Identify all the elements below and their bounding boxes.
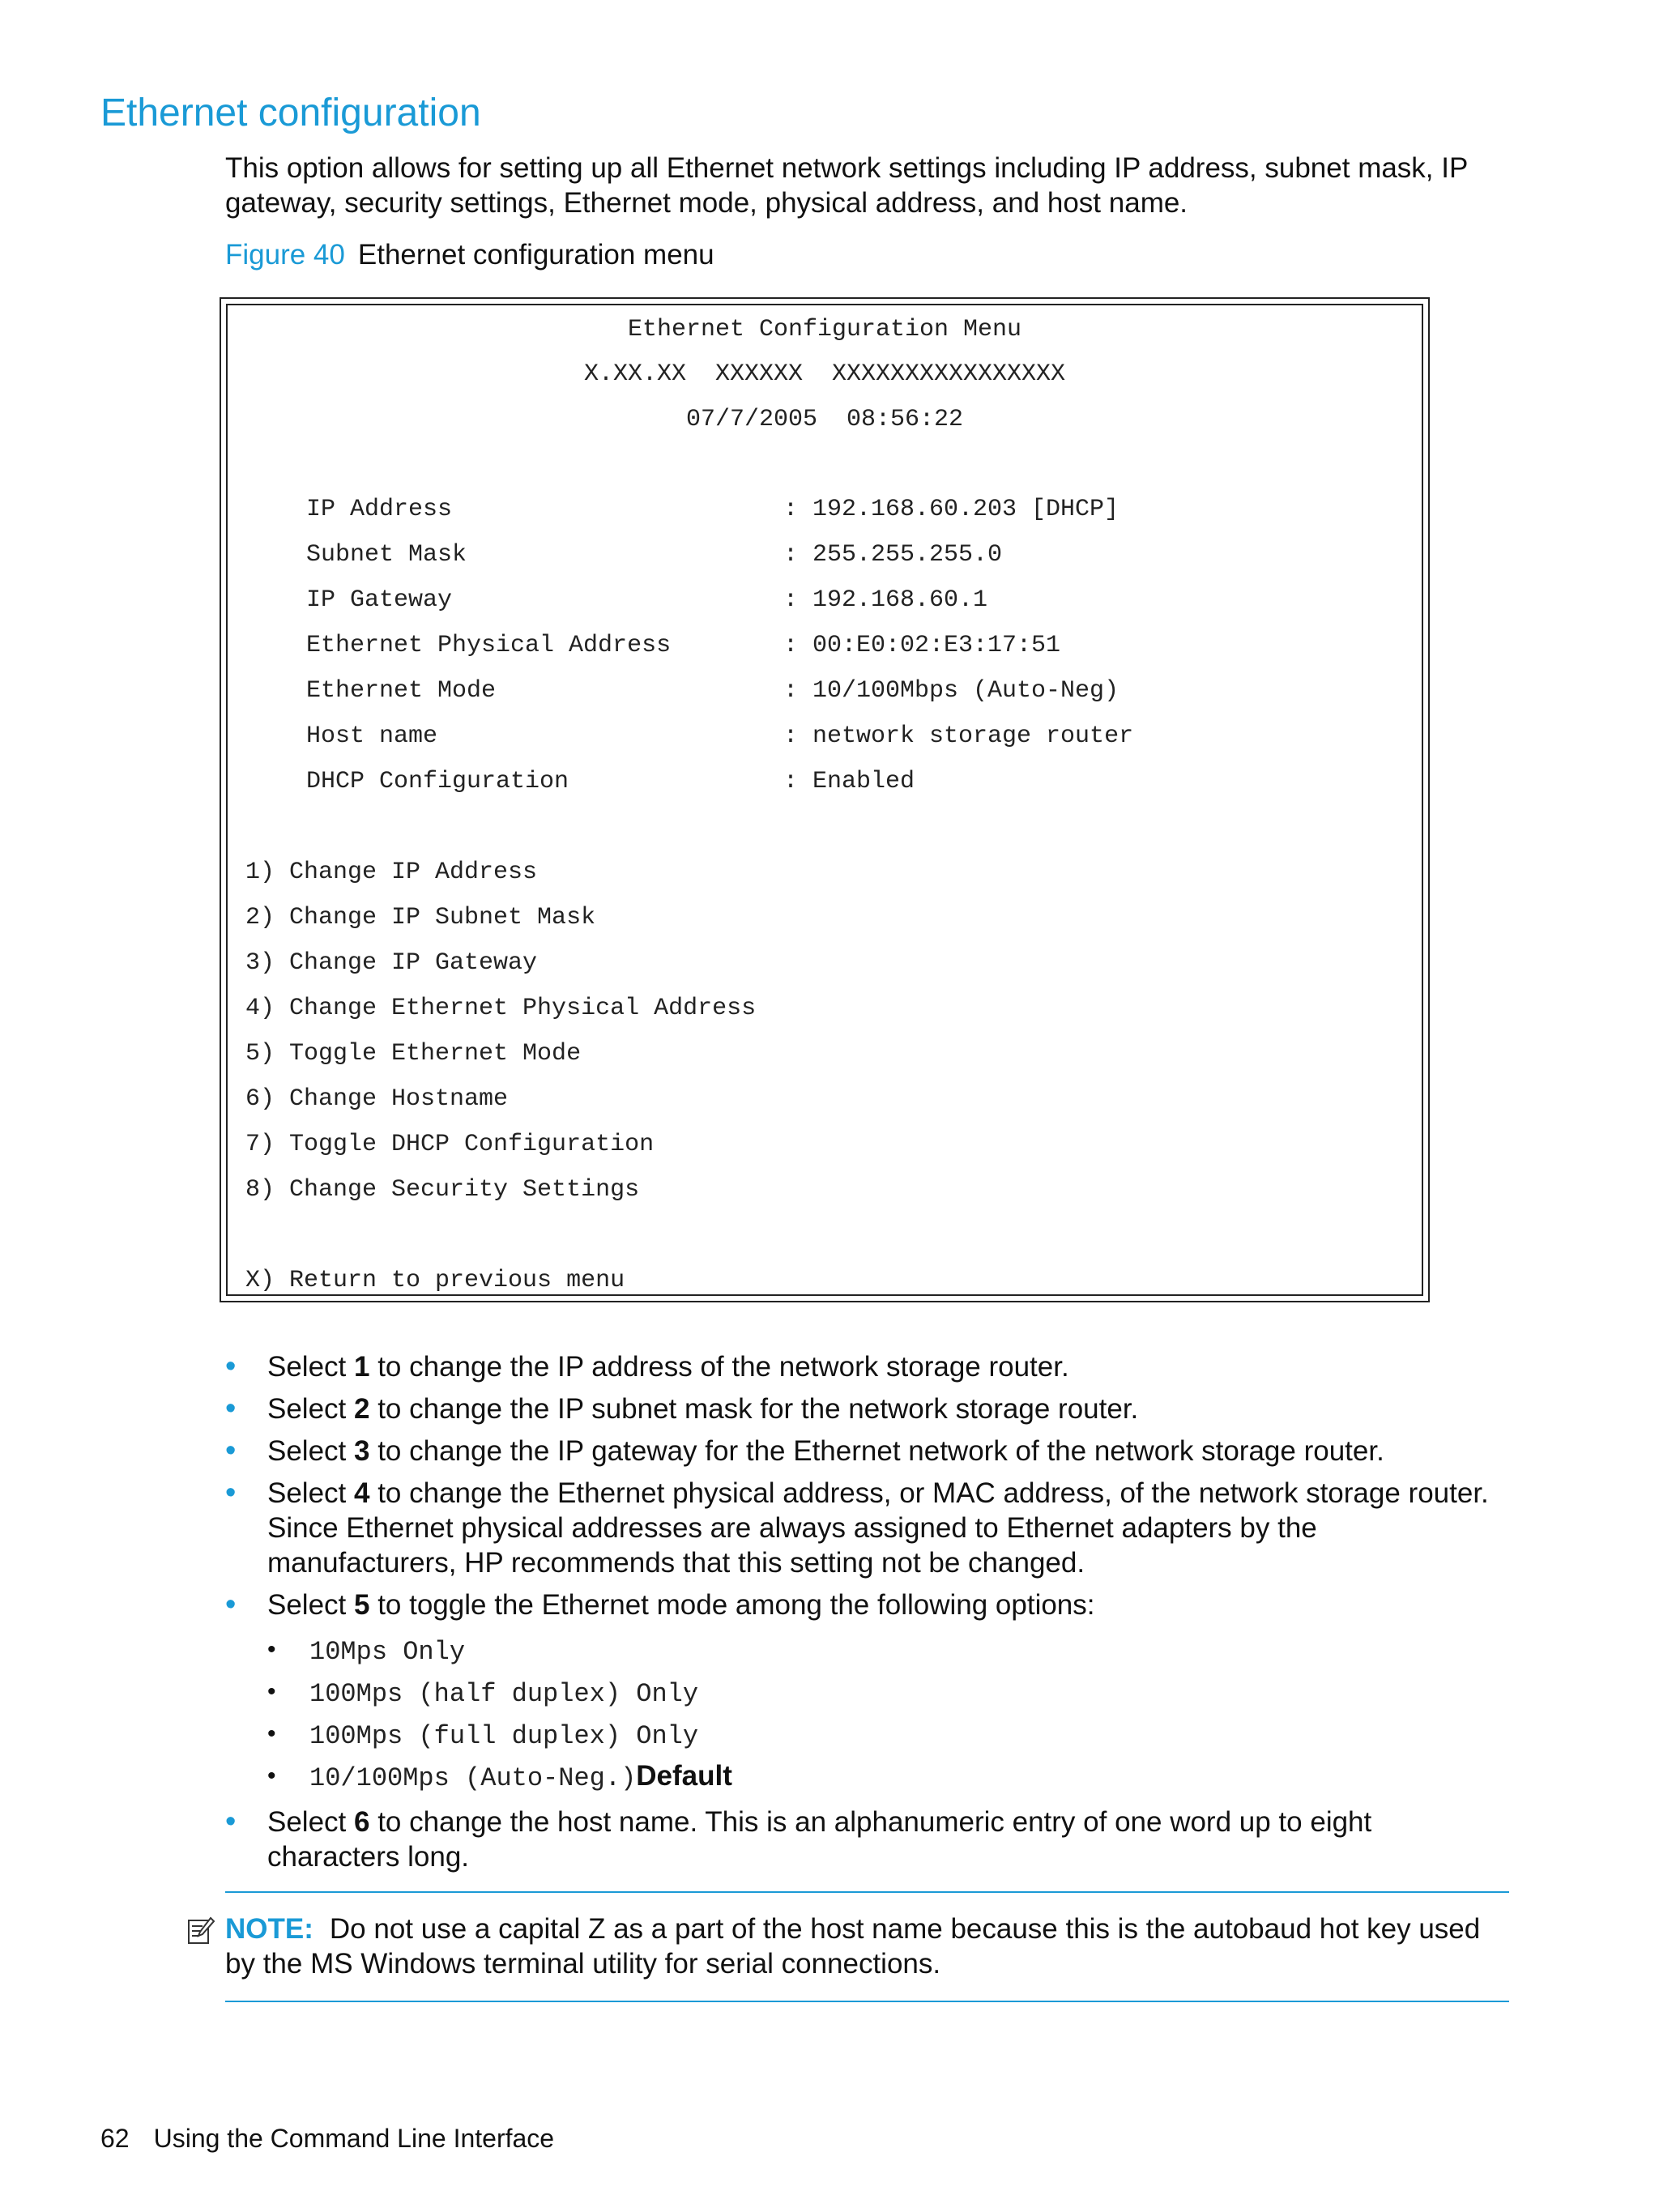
menu-option: 5) Toggle Ethernet Mode [245, 1040, 582, 1068]
field-value: : 00:E0:02:E3:17:51 [783, 632, 1061, 659]
note-top-rule [225, 1891, 1509, 1893]
bullet-text: to change the IP gateway for the Ethernet network of the network storage router. [369, 1435, 1384, 1467]
page-footer [100, 2122, 554, 2154]
menu-option: 8) Change Security Settings [245, 1176, 640, 1204]
field-label: IP Address [306, 496, 453, 523]
note-text [186, 1912, 1515, 1981]
menu-option: 6) Change Hostname [245, 1085, 509, 1113]
bullet-text: to change the IP address of the network storage router. [369, 1351, 1069, 1383]
bullet-text: Select [267, 1351, 354, 1383]
field-label: IP Gateway [306, 586, 453, 614]
field-value: : 192.168.60.203 [DHCP] [783, 496, 1120, 523]
bullet-text: to change the IP subnet mask for the network storage router. [369, 1393, 1139, 1425]
menu-option: 2) Change IP Subnet Mask [245, 904, 596, 931]
list-item [225, 1349, 1505, 1384]
mode-option-text: 100Mps (full duplex) Only [309, 1721, 699, 1751]
bullet-icon: • [225, 1434, 237, 1468]
menu-return-option: X) Return to previous menu [245, 1267, 625, 1294]
sub-bullet-icon: • [267, 1636, 276, 1663]
mode-option-text: 100Mps (half duplex) Only [309, 1679, 699, 1709]
sub-bullet-icon: • [267, 1678, 276, 1705]
bullet-key: 4 [354, 1477, 370, 1509]
sub-bullet-icon: • [267, 1762, 276, 1789]
menu-option: 4) Change Ethernet Physical Address [245, 995, 757, 1022]
field-value: : network storage router [783, 722, 1134, 750]
list-item [225, 1434, 1505, 1468]
menu-option: 1) Change IP Address [245, 859, 538, 886]
bullet-text: to change the Ethernet physical address, or MAC address, of the network storage router. Since Ethernet physical addresses are always assigned to Ethernet adapters by the manufacturers, HP recommends that this setting not be changed. [267, 1477, 1489, 1579]
sub-bullet-icon: • [267, 1720, 276, 1747]
mode-option [267, 1755, 1505, 1797]
default-label: Default [636, 1760, 732, 1792]
list-item [225, 1392, 1505, 1426]
bullet-key: 5 [354, 1589, 370, 1621]
intro-paragraph: This option allows for setting up all Ethernet network settings including IP address, subnet mask, IP gateway, security settings, Ethernet mode, physical address, and host name. [225, 152, 1468, 219]
bullet-text: Select [267, 1477, 354, 1509]
mode-option [267, 1713, 1505, 1755]
field-value: : 10/100Mbps (Auto-Neg) [783, 677, 1120, 705]
field-value: : 255.255.255.0 [783, 541, 1003, 569]
field-label: Ethernet Mode [306, 677, 497, 705]
bullet-icon: • [225, 1392, 237, 1426]
page-number: 62 [100, 2124, 130, 2153]
bullet-icon: • [225, 1805, 237, 1839]
mode-option-text: 10Mps Only [309, 1637, 466, 1667]
note-box [186, 1912, 1515, 1981]
bullet-text: Select [267, 1435, 354, 1467]
mode-option [267, 1671, 1505, 1713]
chapter-title: Using the Command Line Interface [153, 2124, 555, 2153]
bullet-key: 6 [354, 1806, 370, 1838]
bullet-text: Select [267, 1589, 354, 1621]
field-value: : Enabled [783, 768, 915, 795]
mode-option [267, 1629, 1505, 1671]
field-label: Host name [306, 722, 438, 750]
terminal-screenshot [220, 297, 1430, 1302]
bullet-key: 2 [354, 1393, 370, 1425]
bullet-text: to change the host name. This is an alphanumeric entry of one word up to eight characters long. [267, 1806, 1372, 1873]
section-title: Ethernet configuration [100, 92, 481, 134]
terminal-version-line: X.XX.XX XXXXXX XXXXXXXXXXXXXXXX [583, 360, 1066, 388]
ethernet-mode-options [267, 1629, 1505, 1797]
list-item [225, 1476, 1505, 1580]
field-label: DHCP Configuration [306, 768, 569, 795]
field-label: Ethernet Physical Address [306, 632, 672, 659]
field-label: Subnet Mask [306, 541, 467, 569]
terminal-menu-title: Ethernet Configuration Menu [627, 316, 1022, 343]
note-body: Do not use a capital Z as a part of the host name because this is the autobaud hot key used by the MS Windows terminal utility for serial connections. [225, 1913, 1481, 1980]
terminal-inner-frame [226, 304, 1423, 1296]
bullet-text: Select [267, 1806, 354, 1838]
bullet-icon: • [225, 1476, 237, 1510]
option-bullet-list [225, 1349, 1505, 1882]
bullet-key: 3 [354, 1435, 370, 1467]
figure-caption-text: Ethernet configuration menu [357, 239, 714, 271]
bullet-icon: • [225, 1349, 237, 1383]
bullet-icon: • [225, 1588, 237, 1622]
figure-number: Figure 40 [225, 239, 345, 271]
note-bottom-rule [225, 2001, 1509, 2002]
menu-option: 3) Change IP Gateway [245, 949, 538, 977]
bullet-key: 1 [354, 1351, 370, 1383]
list-item [225, 1805, 1505, 1874]
mode-option-text: 10/100Mps (Auto-Neg.) [309, 1763, 637, 1793]
bullet-text: to toggle the Ethernet mode among the following options: [369, 1589, 1095, 1621]
terminal-datetime: 07/7/2005 08:56:22 [685, 406, 964, 433]
note-pencil-icon [186, 1916, 215, 1946]
menu-option: 7) Toggle DHCP Configuration [245, 1131, 655, 1158]
field-value: : 192.168.60.1 [783, 586, 988, 614]
figure-caption [225, 237, 714, 273]
note-label: NOTE: [225, 1913, 313, 1945]
list-item [225, 1588, 1505, 1797]
bullet-text: Select [267, 1393, 354, 1425]
